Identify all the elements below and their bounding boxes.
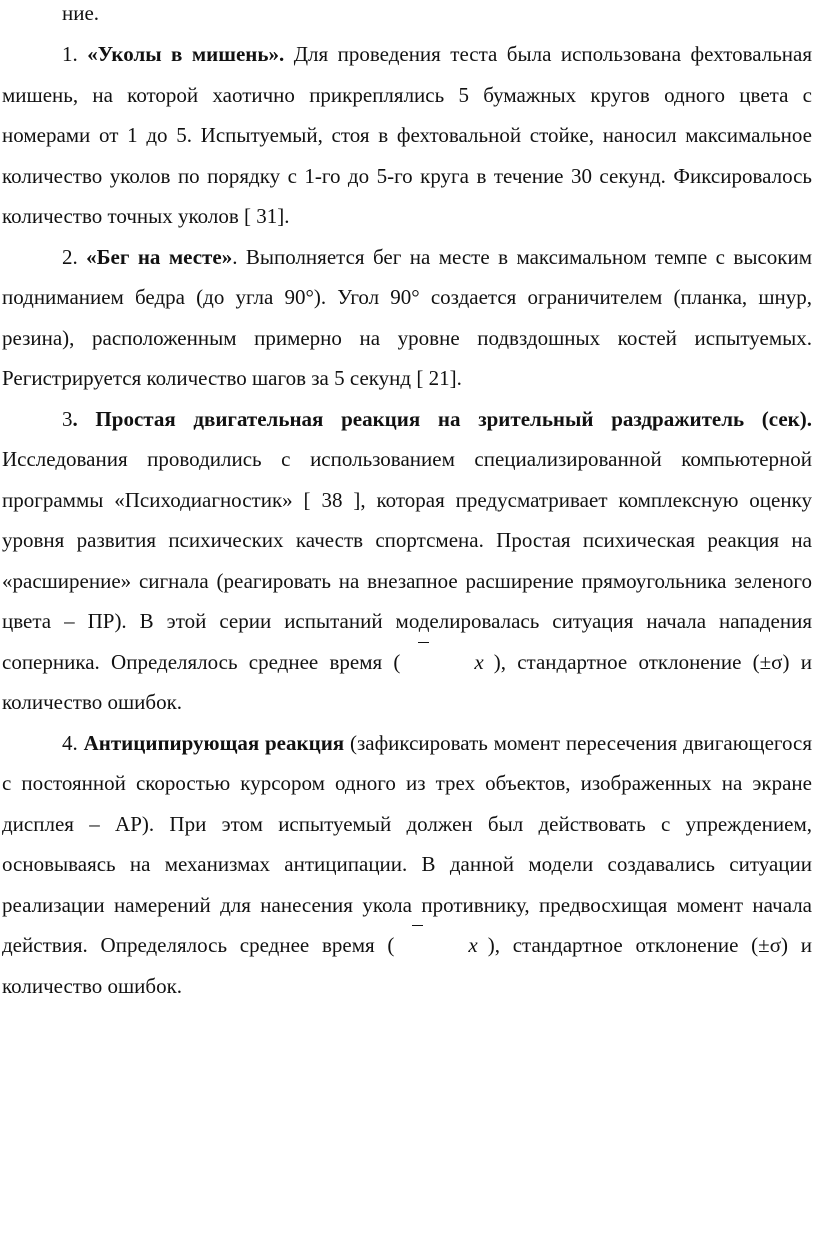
item-body: Для проведения теста была использована фехтовальная мишень, на которой хаотично прикреплялись 5 бумажных кругов одного цвета с номерами от 1 до 5. Испытуемый, стоя в фехтовальной стойке, наносил максимальное количество уколов по порядку с 1-го до 5-го круга в течение 30 секунд. Фиксировалось количество точных уколов [ 31]. bbox=[2, 42, 813, 228]
item-number: 2. bbox=[62, 244, 78, 269]
item-body-after: ), стандартное отклонение (±σ) и количество ошибок. bbox=[2, 649, 812, 714]
item-body-before: Исследования проводились с использованием специализированной компьютерной программы «Психодиагностик» [ 38 ], которая предусматривает комплексную оценку уровня развития психических качеств спортсмена. Простая психическая реакция на «расширение» сигнала (реагировать на внезапное расширение прямоугольника зеленого цвета – ПР). В этой серии испытаний моделировалась ситуация начала нападения соперника. Определялось среднее время ( bbox=[2, 447, 812, 674]
item-number: 4. bbox=[62, 730, 78, 755]
continuation-text bbox=[2, 0, 812, 30]
item-title: . Простая двигательная реакция на зрительный раздражитель (сек). bbox=[72, 406, 812, 431]
paragraph-item-1 bbox=[2, 34, 812, 237]
paragraph-item-4 bbox=[2, 723, 812, 1007]
item-number: 1. bbox=[62, 42, 78, 66]
item-title: «Бег на месте» bbox=[86, 244, 233, 269]
item-body: . Выполняется бег на месте в максимальном темпе с высоким подниманием бедра (до угла 90°). Угол 90° создается ограничителем (планка, шнур, резина), расположенным примерно на уровне подвздошных костей испытуемых. Регистрируется количество шагов за 5 секунд [ 21]. bbox=[2, 244, 812, 390]
continuation-word: ние. bbox=[62, 1, 100, 25]
paragraph-item-3 bbox=[2, 399, 812, 723]
mean-x-bar-symbol: x bbox=[400, 652, 493, 673]
paragraph-item-2 bbox=[2, 237, 812, 399]
item-title: Антиципирующая реакция bbox=[83, 730, 345, 755]
item-body-before: (зафиксировать момент пересечения двигающегося с постоянной скоростью курсором одного из трех объектов, изображенных на экране дисплея – АР). При этом испытуемый должен был действовать с упреждением, основываясь на механизмах антиципации. В данной модели создавались ситуации реализации намерений для нанесения укола противнику, предвосхищая момент начала действия. Определялось среднее время ( bbox=[2, 730, 813, 957]
item-title: «Уколы в мишень». bbox=[87, 42, 285, 66]
mean-x-bar-symbol: x bbox=[394, 935, 487, 956]
item-number: 3 bbox=[62, 406, 73, 431]
item-body-after: ), стандартное отклонение (±σ) и количество ошибок. bbox=[2, 933, 812, 998]
